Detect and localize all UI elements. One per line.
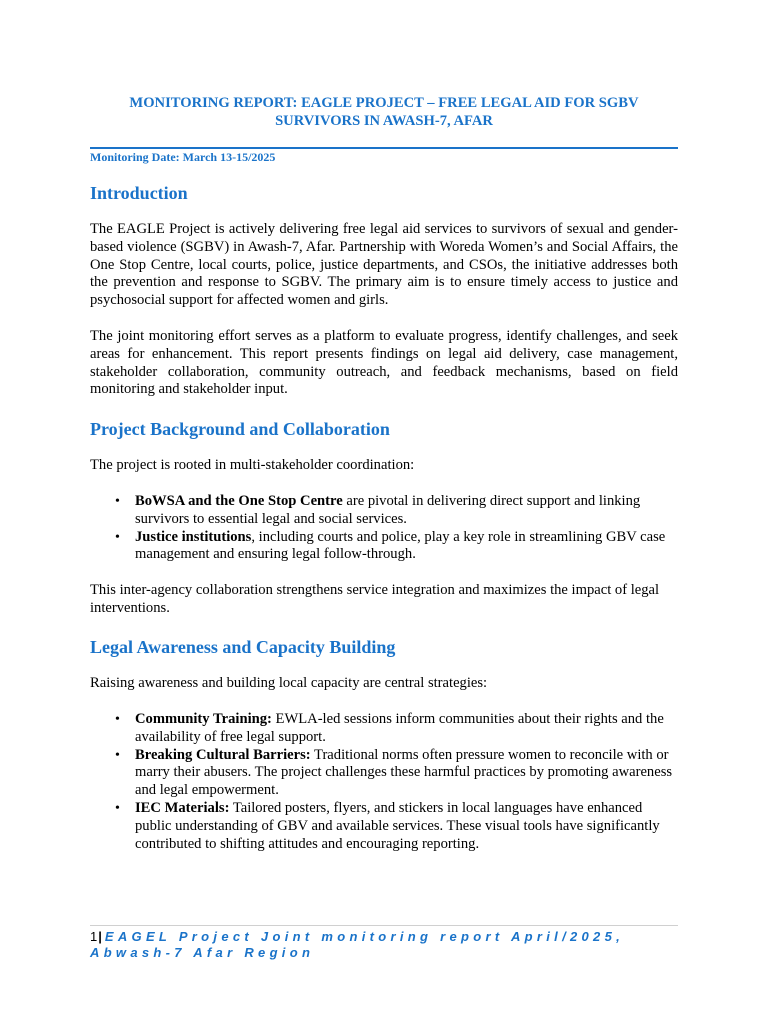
page-footer (90, 929, 678, 961)
monitoring-date: Monitoring Date: March 13-15/2025 (90, 150, 276, 164)
bullet-text: Tailored posters, flyers, and stickers in local languages have enhanced public understanding of GBV and available services. These visual tools have significantly contributed to shifting attitudes and encouraging reporting. (135, 799, 660, 852)
bullet-text: EWLA-led sessions inform communities about their rights and the availability of free legal support. (135, 711, 664, 745)
background-bullet-list (90, 493, 678, 564)
bullet-bold-label: IEC Materials: (135, 799, 230, 816)
bullet-text: Traditional norms often pressure women to reconcile with or marry their abusers. The project challenges these harmful practices by promoting awareness and legal empowerment. (135, 746, 673, 799)
bullet-dot-icon: • (115, 747, 120, 763)
intro-paragraph-1: The EAGLE Project is actively delivering free legal aid services to survivors of sexual and gender-based violence (SGBV) in Awash-7, Afar. Partnership with Woreda Women’s and Social Affairs, the One Stop Centre, local courts, police, justice departments, and CSOs, the initiative addresses both the prevention and response to SGBV. The primary aim is to ensure timely access to justice and psychosocial support for affected women and girls. (90, 221, 678, 309)
heading-legal-awareness: Legal Awareness and Capacity Building (90, 637, 396, 657)
background-closing: This inter-agency collaboration strengthens service integration and maximizes the impact of legal interventions. (90, 582, 660, 616)
list-item (90, 711, 678, 747)
bullet-text: are pivotal in delivering direct support and linking survivors to essential legal and social services. (135, 493, 641, 527)
intro-paragraph-2: The joint monitoring effort serves as a platform to evaluate progress, identify challenges, and seek areas for enhancement. This report presents findings on legal aid delivery, case management, stakeholder collaboration, community outreach, and feedback mechanisms, based on field monitoring and stakeholder input. (90, 328, 678, 398)
footer-text: EAGEL Project Joint monitoring report April/2025, Abwash-7 Afar Region (90, 929, 625, 960)
awareness-bullet-list (90, 711, 678, 853)
bullet-bold-label: Justice institutions (135, 528, 252, 545)
bullet-bold-label: BoWSA and the One Stop Centre (135, 493, 343, 509)
footer-separator: | (98, 929, 102, 944)
bullet-bold-label: Community Training: (135, 711, 272, 727)
page-number: 1 (90, 929, 98, 944)
bullet-dot-icon: • (115, 529, 120, 545)
bullet-text: , including courts and police, play a key role in streamlining GBV case management and ensuring legal follow-through. (135, 528, 666, 563)
title-divider (90, 147, 678, 149)
heading-introduction: Introduction (90, 183, 188, 203)
background-lead: The project is rooted in multi-stakeholder coordination: (90, 457, 415, 473)
list-item (90, 747, 678, 800)
list-item (90, 493, 678, 529)
bullet-bold-label: Breaking Cultural Barriers: (135, 746, 311, 763)
awareness-lead: Raising awareness and building local capacity are central strategies: (90, 675, 488, 691)
heading-project-background: Project Background and Collaboration (90, 419, 390, 439)
footer-divider (90, 925, 678, 926)
bullet-dot-icon: • (115, 800, 120, 816)
report-title: MONITORING REPORT: EAGLE PROJECT – FREE LEGAL AID FOR SGBV SURVIVORS IN AWASH-7, AFAR (129, 95, 639, 129)
bullet-dot-icon: • (115, 712, 120, 727)
bullet-dot-icon: • (115, 494, 120, 509)
list-item (90, 529, 678, 565)
list-item (90, 800, 678, 853)
